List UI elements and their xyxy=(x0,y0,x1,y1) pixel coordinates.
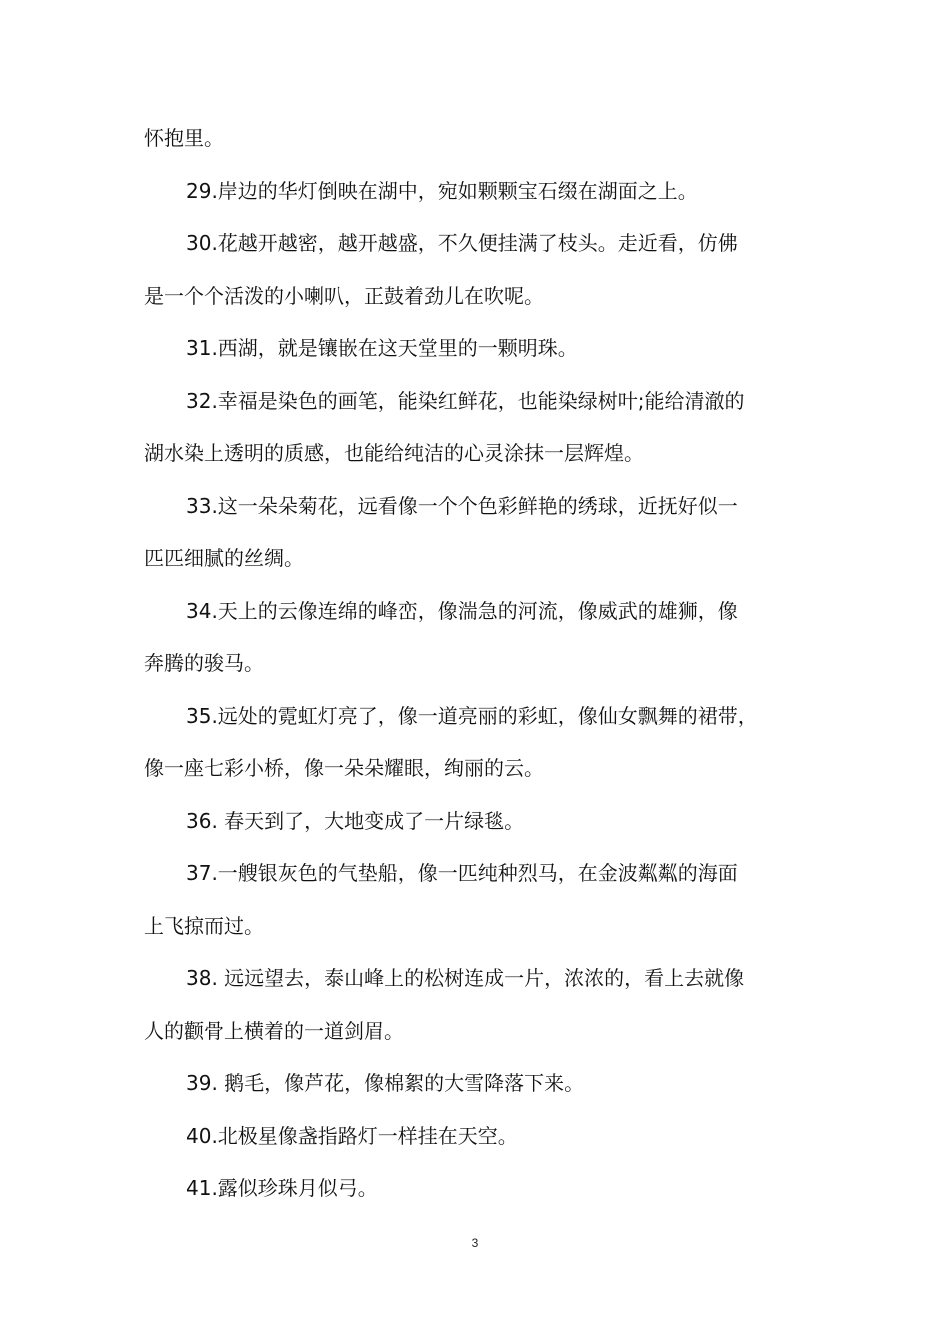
text-line: 上飞掠而过。 xyxy=(144,913,264,938)
text-line: 41.露似珍珠月似弓。 xyxy=(186,1176,378,1200)
text-line: 39. 鹅毛，像芦花，像棉絮的大雪降落下来。 xyxy=(186,1071,585,1095)
document-body xyxy=(144,112,814,1215)
text-line: 奔腾的骏马。 xyxy=(144,651,264,675)
text-line: 38. 远远望去，泰山峰上的松树连成一片，浓浓的，看上去就像 xyxy=(186,966,745,990)
page-number: 3 xyxy=(471,1236,479,1250)
text-line: 37.一艘银灰色的气垫船，像一匹纯种烈马，在金波粼粼的海面 xyxy=(186,861,738,885)
text-line: 34.天上的云像连绵的峰峦，像湍急的河流，像威武的雄狮，像 xyxy=(186,598,738,623)
text-line: 匹匹细腻的丝绸。 xyxy=(144,546,304,570)
text-line: 像一座七彩小桥，像一朵朵耀眼，绚丽的云。 xyxy=(144,756,544,780)
text-line: 是一个个活泼的小喇叭，正鼓着劲儿在吹呢。 xyxy=(144,283,544,308)
text-line: 33.这一朵朵菊花，远看像一个个色彩鲜艳的绣球，近抚好似一 xyxy=(186,493,738,518)
text-line: 32.幸福是染色的画笔，能染红鲜花，也能染绿树叶;能给清澈的 xyxy=(186,388,745,413)
text-line: 31.西湖，就是镶嵌在这天堂里的一颗明珠。 xyxy=(186,336,578,360)
text-line: 35.远处的霓虹灯亮了，像一道亮丽的彩虹，像仙女飘舞的裙带， xyxy=(186,703,758,728)
text-line: 怀抱里。 xyxy=(144,126,224,150)
text-line: 29.岸边的华灯倒映在湖中，宛如颗颗宝石缀在湖面之上。 xyxy=(186,178,698,203)
text-line: 40.北极星像盏指路灯一样挂在天空。 xyxy=(186,1123,518,1148)
text-line: 36. 春天到了，大地变成了一片绿毯。 xyxy=(186,808,525,833)
text-line: 人的颧骨上横着的一道剑眉。 xyxy=(144,1018,404,1043)
text-line: 湖水染上透明的质感，也能给纯洁的心灵涂抹一层辉煌。 xyxy=(144,441,644,465)
text-line: 30.花越开越密，越开越盛，不久便挂满了枝头。走近看，仿佛 xyxy=(186,231,738,255)
